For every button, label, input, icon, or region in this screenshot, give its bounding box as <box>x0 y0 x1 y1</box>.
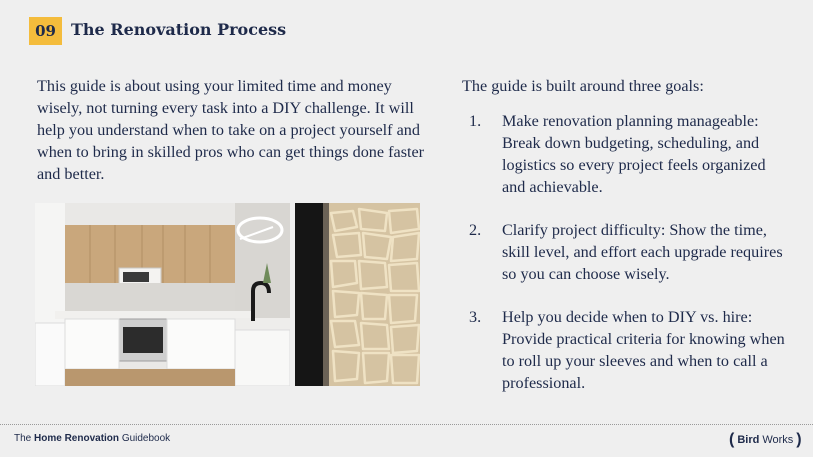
brand-logo <box>729 430 802 450</box>
goals-heading: The guide is built around three goals: <box>462 77 704 95</box>
intro-paragraph: This guide is about using your limited time and money wisely, not turning every task into a DIY challenge. It will help you understand when to take on a project yourself and when to bring in skilled pros who can get things done faster and better. <box>37 77 425 183</box>
goal-number: 3. <box>469 308 482 326</box>
brand-name-regular: Works <box>762 434 794 446</box>
goal-number: 1. <box>469 112 482 130</box>
textured-wall-photo <box>295 203 420 386</box>
footer-divider <box>0 424 813 425</box>
goal-text: Make renovation planning manageable: Break down budgeting, scheduling, and logistics so every project feels organized and achievable. <box>502 112 766 196</box>
goal-text: Help you decide when to DIY vs. hire: Provide practical criteria for knowing when to roll up your sleeves and when to call a professional. <box>502 308 785 392</box>
brand-name-bold: Bird <box>737 434 760 446</box>
section-number-badge <box>29 17 62 45</box>
footer-guide-title <box>14 433 170 444</box>
brand-bracket-open: ( <box>729 431 735 448</box>
brand-bracket-close: ) <box>796 431 802 448</box>
section-number: 09 <box>35 22 56 40</box>
kitchen-photo <box>35 203 290 386</box>
footer-bold-title: Home Renovation <box>34 433 120 444</box>
page-title: The Renovation Process <box>71 20 287 39</box>
footer-suffix: Guidebook <box>121 433 171 444</box>
goal-number: 2. <box>469 221 482 239</box>
goal-text: Clarify project difficulty: Show the time, skill level, and effort each upgrade requires so you can choose wisely. <box>502 221 783 283</box>
footer-prefix: The <box>14 433 32 444</box>
